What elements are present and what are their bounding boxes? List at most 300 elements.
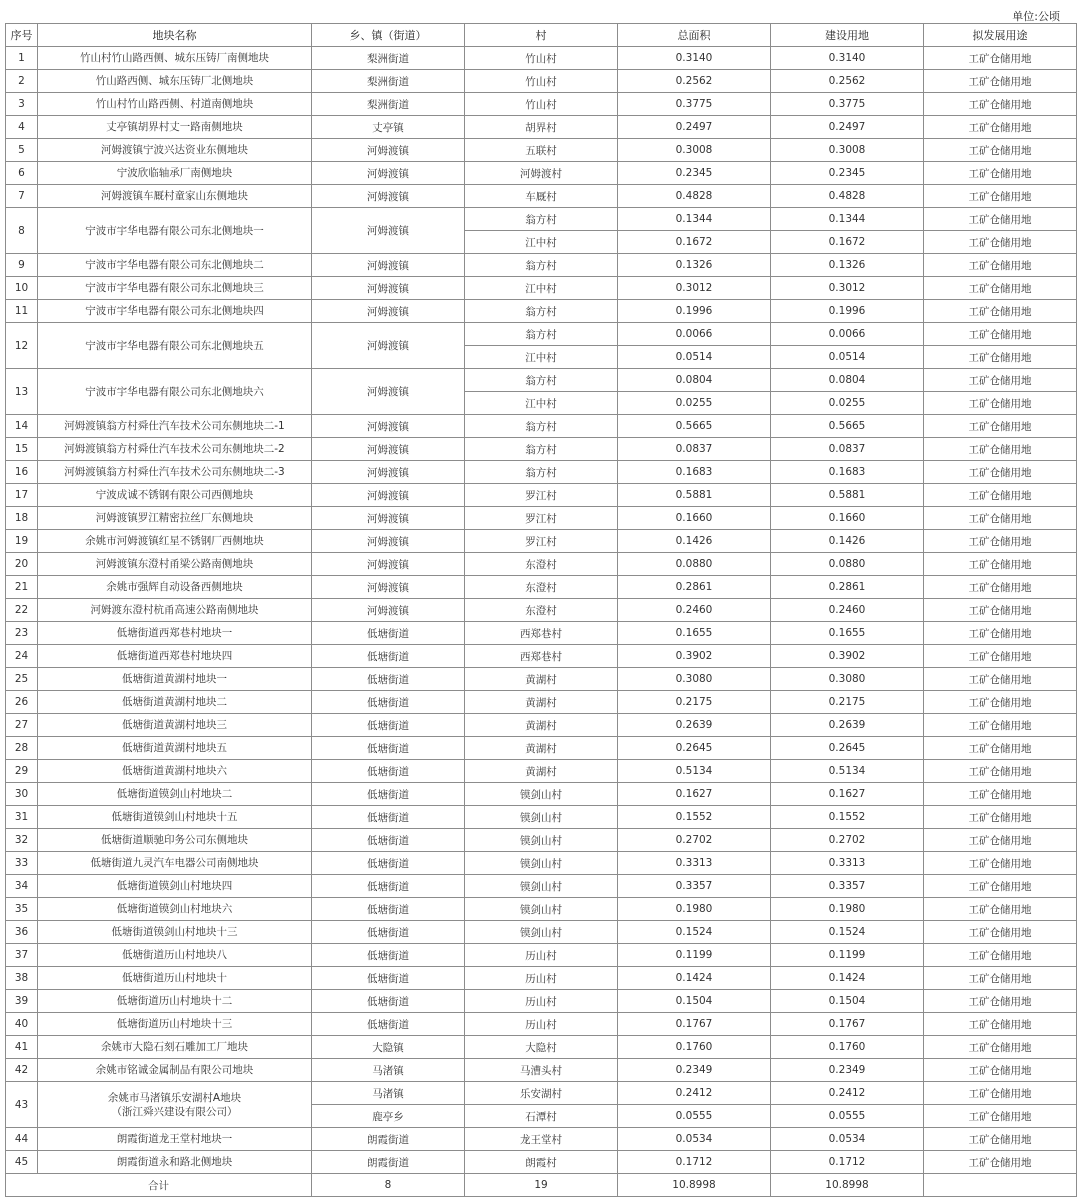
cell-use: 工矿仓储用地	[924, 369, 1077, 392]
table-row	[6, 139, 1077, 162]
cell-village: 镆剑山村	[465, 806, 618, 829]
table-row	[6, 944, 1077, 967]
cell-village: 黄湖村	[465, 691, 618, 714]
cell-total-area: 0.5665	[618, 415, 771, 438]
cell-build-land: 0.1426	[771, 530, 924, 553]
cell-village: 镆剑山村	[465, 829, 618, 852]
cell-use: 工矿仓储用地	[924, 392, 1077, 415]
cell-town: 河姆渡镇	[312, 254, 465, 277]
cell-village: 翁方村	[465, 415, 618, 438]
cell-town: 低塘街道	[312, 645, 465, 668]
cell-no: 23	[6, 622, 38, 645]
cell-use: 工矿仓储用地	[924, 691, 1077, 714]
cell-build-land: 0.1504	[771, 990, 924, 1013]
cell-use: 工矿仓储用地	[924, 139, 1077, 162]
cell-name: 低塘街道黄湖村地块一	[38, 668, 312, 691]
cell-build-land: 0.0534	[771, 1128, 924, 1151]
table-row	[6, 875, 1077, 898]
cell-use: 工矿仓储用地	[924, 944, 1077, 967]
cell-village: 马漕头村	[465, 1059, 618, 1082]
cell-town: 河姆渡镇	[312, 139, 465, 162]
cell-total-area: 0.1424	[618, 967, 771, 990]
cell-build-land: 0.3775	[771, 93, 924, 116]
cell-village: 西郑巷村	[465, 645, 618, 668]
cell-village: 镆剑山村	[465, 875, 618, 898]
cell-total-area: 0.1980	[618, 898, 771, 921]
cell-village: 乐安湖村	[465, 1082, 618, 1105]
cell-total-area: 0.2412	[618, 1082, 771, 1105]
header-name: 地块名称	[38, 24, 312, 47]
cell-total-area: 0.1712	[618, 1151, 771, 1174]
table-row	[6, 254, 1077, 277]
table-row	[6, 553, 1077, 576]
table-row	[6, 921, 1077, 944]
table-row	[6, 783, 1077, 806]
cell-build-land: 0.0804	[771, 369, 924, 392]
cell-total-area: 0.1326	[618, 254, 771, 277]
cell-build-land: 0.1199	[771, 944, 924, 967]
cell-name: 低塘街道历山村地块十二	[38, 990, 312, 1013]
cell-village: 镆剑山村	[465, 921, 618, 944]
cell-name: 余姚市马渚镇乐安湖村A地块 （浙江舜兴建设有限公司）	[38, 1082, 312, 1128]
cell-build-land: 0.0837	[771, 438, 924, 461]
cell-village: 罗江村	[465, 484, 618, 507]
cell-village: 车厩村	[465, 185, 618, 208]
header-town: 乡、镇（街道）	[312, 24, 465, 47]
cell-no: 22	[6, 599, 38, 622]
table-row	[6, 208, 1077, 231]
cell-town: 低塘街道	[312, 852, 465, 875]
cell-no: 3	[6, 93, 38, 116]
cell-village: 历山村	[465, 967, 618, 990]
table-row	[6, 829, 1077, 852]
cell-no: 28	[6, 737, 38, 760]
cell-name: 低塘街道黄湖村地块二	[38, 691, 312, 714]
cell-name: 河姆渡镇翁方村舜仕汽车技术公司东侧地块二-1	[38, 415, 312, 438]
cell-no: 33	[6, 852, 38, 875]
total-towns: 8	[312, 1174, 465, 1197]
cell-town: 梨洲街道	[312, 47, 465, 70]
cell-no: 41	[6, 1036, 38, 1059]
cell-name: 低塘街道黄湖村地块六	[38, 760, 312, 783]
cell-use: 工矿仓储用地	[924, 737, 1077, 760]
table-row	[6, 1128, 1077, 1151]
cell-total-area: 0.5881	[618, 484, 771, 507]
cell-village: 翁方村	[465, 461, 618, 484]
cell-no: 38	[6, 967, 38, 990]
cell-name: 余姚市大隐石刻石雕加工厂地块	[38, 1036, 312, 1059]
cell-total-area: 0.0880	[618, 553, 771, 576]
total-area: 10.8998	[618, 1174, 771, 1197]
cell-use: 工矿仓储用地	[924, 1013, 1077, 1036]
cell-use: 工矿仓储用地	[924, 760, 1077, 783]
cell-build-land: 0.1627	[771, 783, 924, 806]
cell-town: 河姆渡镇	[312, 162, 465, 185]
cell-village: 翁方村	[465, 300, 618, 323]
cell-total-area: 0.1655	[618, 622, 771, 645]
total-build: 10.8998	[771, 1174, 924, 1197]
cell-name: 河姆渡镇车厩村童家山东侧地块	[38, 185, 312, 208]
cell-name: 余姚市河姆渡镇红星不锈钢厂西侧地块	[38, 530, 312, 553]
cell-no: 1	[6, 47, 38, 70]
cell-name: 宁波成诚不锈钢有限公司西侧地块	[38, 484, 312, 507]
cell-use: 工矿仓储用地	[924, 576, 1077, 599]
cell-name: 朗霞街道永和路北侧地块	[38, 1151, 312, 1174]
cell-town: 低塘街道	[312, 829, 465, 852]
cell-name: 低塘街道顺驰印务公司东侧地块	[38, 829, 312, 852]
cell-use: 工矿仓储用地	[924, 806, 1077, 829]
cell-town: 低塘街道	[312, 691, 465, 714]
cell-total-area: 0.3775	[618, 93, 771, 116]
cell-use: 工矿仓储用地	[924, 346, 1077, 369]
cell-total-area: 0.2562	[618, 70, 771, 93]
cell-village: 黄湖村	[465, 668, 618, 691]
cell-build-land: 0.0066	[771, 323, 924, 346]
cell-no: 30	[6, 783, 38, 806]
cell-town: 低塘街道	[312, 760, 465, 783]
cell-town: 河姆渡镇	[312, 438, 465, 461]
cell-use: 工矿仓储用地	[924, 990, 1077, 1013]
cell-no: 16	[6, 461, 38, 484]
cell-name: 低塘街道黄湖村地块三	[38, 714, 312, 737]
cell-total-area: 0.3080	[618, 668, 771, 691]
table-row	[6, 760, 1077, 783]
table-row	[6, 691, 1077, 714]
cell-town: 河姆渡镇	[312, 553, 465, 576]
header-total-area: 总面积	[618, 24, 771, 47]
cell-no: 20	[6, 553, 38, 576]
cell-village: 黄湖村	[465, 760, 618, 783]
cell-use: 工矿仓储用地	[924, 1082, 1077, 1105]
cell-no: 45	[6, 1151, 38, 1174]
cell-village: 翁方村	[465, 323, 618, 346]
cell-village: 黄湖村	[465, 714, 618, 737]
cell-use: 工矿仓储用地	[924, 783, 1077, 806]
cell-build-land: 0.1552	[771, 806, 924, 829]
cell-use: 工矿仓储用地	[924, 300, 1077, 323]
cell-name: 低塘街道历山村地块八	[38, 944, 312, 967]
cell-use: 工矿仓储用地	[924, 1151, 1077, 1174]
table-row	[6, 806, 1077, 829]
table-row	[6, 645, 1077, 668]
cell-total-area: 0.2460	[618, 599, 771, 622]
cell-name: 朗霞街道龙王堂村地块一	[38, 1128, 312, 1151]
cell-build-land: 0.5134	[771, 760, 924, 783]
unit-label: 单位:公顷	[1012, 10, 1060, 23]
cell-no: 7	[6, 185, 38, 208]
cell-total-area: 0.0514	[618, 346, 771, 369]
cell-build-land: 0.2345	[771, 162, 924, 185]
cell-no: 14	[6, 415, 38, 438]
cell-no: 27	[6, 714, 38, 737]
cell-village: 西郑巷村	[465, 622, 618, 645]
cell-village: 东澄村	[465, 599, 618, 622]
cell-no: 35	[6, 898, 38, 921]
cell-build-land: 0.2639	[771, 714, 924, 737]
cell-total-area: 0.0255	[618, 392, 771, 415]
cell-build-land: 0.1683	[771, 461, 924, 484]
cell-town: 河姆渡镇	[312, 461, 465, 484]
cell-build-land: 0.4828	[771, 185, 924, 208]
cell-village: 镆剑山村	[465, 852, 618, 875]
cell-village: 竹山村	[465, 93, 618, 116]
table-row	[6, 484, 1077, 507]
cell-use: 工矿仓储用地	[924, 599, 1077, 622]
cell-town: 低塘街道	[312, 668, 465, 691]
total-label: 合计	[6, 1174, 312, 1197]
cell-no: 13	[6, 369, 38, 415]
cell-no: 8	[6, 208, 38, 254]
cell-town: 低塘街道	[312, 875, 465, 898]
cell-no: 19	[6, 530, 38, 553]
cell-village: 石潭村	[465, 1105, 618, 1128]
cell-no: 42	[6, 1059, 38, 1082]
cell-no: 39	[6, 990, 38, 1013]
cell-build-land: 0.1344	[771, 208, 924, 231]
cell-total-area: 0.3140	[618, 47, 771, 70]
cell-name: 竹山村竹山路西侧、村道南侧地块	[38, 93, 312, 116]
cell-build-land: 0.1760	[771, 1036, 924, 1059]
cell-use: 工矿仓储用地	[924, 1059, 1077, 1082]
cell-village: 江中村	[465, 392, 618, 415]
cell-use: 工矿仓储用地	[924, 93, 1077, 116]
cell-use: 工矿仓储用地	[924, 47, 1077, 70]
cell-village: 翁方村	[465, 438, 618, 461]
table-row	[6, 438, 1077, 461]
cell-name: 低塘街道镆剑山村地块十三	[38, 921, 312, 944]
cell-town: 低塘街道	[312, 783, 465, 806]
cell-name: 低塘街道西郑巷村地块一	[38, 622, 312, 645]
cell-village: 龙王堂村	[465, 1128, 618, 1151]
cell-build-land: 0.1672	[771, 231, 924, 254]
cell-name: 余姚市强辉自动设备西侧地块	[38, 576, 312, 599]
cell-name: 宁波市宇华电器有限公司东北侧地块五	[38, 323, 312, 369]
cell-total-area: 0.1524	[618, 921, 771, 944]
cell-total-area: 0.3313	[618, 852, 771, 875]
header-use: 拟发展用途	[924, 24, 1077, 47]
cell-use: 工矿仓储用地	[924, 829, 1077, 852]
cell-total-area: 0.2639	[618, 714, 771, 737]
cell-build-land: 0.3357	[771, 875, 924, 898]
cell-total-area: 0.0555	[618, 1105, 771, 1128]
cell-use: 工矿仓储用地	[924, 1036, 1077, 1059]
cell-total-area: 0.0066	[618, 323, 771, 346]
header-row	[6, 24, 1077, 47]
cell-build-land: 0.2175	[771, 691, 924, 714]
cell-use: 工矿仓储用地	[924, 622, 1077, 645]
cell-no: 12	[6, 323, 38, 369]
cell-total-area: 0.1760	[618, 1036, 771, 1059]
cell-use: 工矿仓储用地	[924, 70, 1077, 93]
cell-build-land: 0.2412	[771, 1082, 924, 1105]
table-row	[6, 277, 1077, 300]
cell-use: 工矿仓储用地	[924, 530, 1077, 553]
cell-village: 罗江村	[465, 530, 618, 553]
cell-town: 河姆渡镇	[312, 507, 465, 530]
cell-no: 9	[6, 254, 38, 277]
cell-build-land: 0.1767	[771, 1013, 924, 1036]
cell-village: 江中村	[465, 277, 618, 300]
cell-total-area: 0.1767	[618, 1013, 771, 1036]
cell-build-land: 0.1996	[771, 300, 924, 323]
cell-no: 2	[6, 70, 38, 93]
table-row	[6, 898, 1077, 921]
cell-use: 工矿仓储用地	[924, 116, 1077, 139]
cell-name: 宁波市宇华电器有限公司东北侧地块一	[38, 208, 312, 254]
cell-town: 朗霞街道	[312, 1151, 465, 1174]
cell-village: 胡界村	[465, 116, 618, 139]
table-row	[6, 300, 1077, 323]
cell-use: 工矿仓储用地	[924, 1128, 1077, 1151]
cell-no: 40	[6, 1013, 38, 1036]
cell-town: 低塘街道	[312, 1013, 465, 1036]
cell-town: 低塘街道	[312, 898, 465, 921]
cell-total-area: 0.2645	[618, 737, 771, 760]
cell-no: 36	[6, 921, 38, 944]
cell-no: 32	[6, 829, 38, 852]
cell-total-area: 0.1683	[618, 461, 771, 484]
table-body	[6, 47, 1077, 1174]
cell-use: 工矿仓储用地	[924, 645, 1077, 668]
cell-total-area: 0.1199	[618, 944, 771, 967]
cell-village: 镆剑山村	[465, 783, 618, 806]
cell-build-land: 0.3012	[771, 277, 924, 300]
land-parcel-table	[5, 23, 1077, 1197]
cell-total-area: 0.1672	[618, 231, 771, 254]
cell-build-land: 0.1660	[771, 507, 924, 530]
cell-use: 工矿仓储用地	[924, 185, 1077, 208]
cell-no: 25	[6, 668, 38, 691]
cell-total-area: 0.0804	[618, 369, 771, 392]
cell-build-land: 0.2702	[771, 829, 924, 852]
cell-build-land: 0.0514	[771, 346, 924, 369]
cell-town: 河姆渡镇	[312, 300, 465, 323]
table-row	[6, 116, 1077, 139]
cell-build-land: 0.3008	[771, 139, 924, 162]
cell-town: 大隐镇	[312, 1036, 465, 1059]
cell-use: 工矿仓储用地	[924, 323, 1077, 346]
table-row	[6, 1036, 1077, 1059]
cell-name: 河姆渡镇东澄村甬梁公路南侧地块	[38, 553, 312, 576]
cell-no: 4	[6, 116, 38, 139]
cell-no: 11	[6, 300, 38, 323]
cell-total-area: 0.0534	[618, 1128, 771, 1151]
cell-name: 竹山路西侧、城东压铸厂北侧地块	[38, 70, 312, 93]
cell-total-area: 0.0837	[618, 438, 771, 461]
cell-village: 江中村	[465, 346, 618, 369]
cell-use: 工矿仓储用地	[924, 553, 1077, 576]
table-row	[6, 1059, 1077, 1082]
cell-no: 34	[6, 875, 38, 898]
cell-build-land: 0.5665	[771, 415, 924, 438]
cell-town: 河姆渡镇	[312, 599, 465, 622]
table-row	[6, 1151, 1077, 1174]
cell-build-land: 0.1524	[771, 921, 924, 944]
cell-use: 工矿仓储用地	[924, 415, 1077, 438]
cell-no: 17	[6, 484, 38, 507]
cell-total-area: 0.2497	[618, 116, 771, 139]
table-row	[6, 507, 1077, 530]
cell-build-land: 0.1712	[771, 1151, 924, 1174]
cell-total-area: 0.1344	[618, 208, 771, 231]
cell-use: 工矿仓储用地	[924, 507, 1077, 530]
cell-town: 梨洲街道	[312, 93, 465, 116]
cell-use: 工矿仓储用地	[924, 277, 1077, 300]
cell-town: 河姆渡镇	[312, 369, 465, 415]
cell-name: 宁波欣临轴承厂南侧地块	[38, 162, 312, 185]
cell-no: 37	[6, 944, 38, 967]
cell-town: 马渚镇	[312, 1059, 465, 1082]
table-row	[6, 530, 1077, 553]
cell-use: 工矿仓储用地	[924, 208, 1077, 231]
cell-no: 5	[6, 139, 38, 162]
cell-town: 低塘街道	[312, 944, 465, 967]
cell-build-land: 0.1424	[771, 967, 924, 990]
cell-town: 河姆渡镇	[312, 323, 465, 369]
cell-village: 五联村	[465, 139, 618, 162]
cell-town: 河姆渡镇	[312, 208, 465, 254]
cell-village: 黄湖村	[465, 737, 618, 760]
header-no: 序号	[6, 24, 38, 47]
cell-total-area: 0.1504	[618, 990, 771, 1013]
cell-total-area: 0.4828	[618, 185, 771, 208]
cell-village: 翁方村	[465, 369, 618, 392]
cell-build-land: 0.3140	[771, 47, 924, 70]
cell-village: 东澄村	[465, 576, 618, 599]
cell-use: 工矿仓储用地	[924, 254, 1077, 277]
table-row	[6, 737, 1077, 760]
table-row	[6, 714, 1077, 737]
table-row	[6, 1013, 1077, 1036]
cell-town: 低塘街道	[312, 714, 465, 737]
cell-name: 低塘街道镆剑山村地块二	[38, 783, 312, 806]
cell-name: 低塘街道历山村地块十三	[38, 1013, 312, 1036]
cell-village: 历山村	[465, 1013, 618, 1036]
cell-name: 低塘街道镆剑山村地块十五	[38, 806, 312, 829]
cell-village: 罗江村	[465, 507, 618, 530]
cell-use: 工矿仓储用地	[924, 438, 1077, 461]
cell-town: 低塘街道	[312, 990, 465, 1013]
table-row	[6, 990, 1077, 1013]
table-row	[6, 576, 1077, 599]
table-row	[6, 323, 1077, 346]
cell-total-area: 0.3357	[618, 875, 771, 898]
table-row	[6, 369, 1077, 392]
cell-total-area: 0.2702	[618, 829, 771, 852]
cell-total-area: 0.1552	[618, 806, 771, 829]
cell-name: 河姆渡镇罗江精密拉丝厂东侧地块	[38, 507, 312, 530]
cell-use: 工矿仓储用地	[924, 875, 1077, 898]
table-row	[6, 185, 1077, 208]
cell-town: 低塘街道	[312, 622, 465, 645]
table-row	[6, 70, 1077, 93]
cell-build-land: 0.5881	[771, 484, 924, 507]
cell-build-land: 0.0880	[771, 553, 924, 576]
cell-name: 河姆渡镇宁波兴达资业东侧地块	[38, 139, 312, 162]
cell-use: 工矿仓储用地	[924, 668, 1077, 691]
cell-village: 翁方村	[465, 208, 618, 231]
cell-no: 10	[6, 277, 38, 300]
cell-use: 工矿仓储用地	[924, 231, 1077, 254]
cell-use: 工矿仓储用地	[924, 162, 1077, 185]
total-use	[924, 1174, 1077, 1197]
cell-name: 宁波市宇华电器有限公司东北侧地块四	[38, 300, 312, 323]
cell-name: 河姆渡镇翁方村舜仕汽车技术公司东侧地块二-3	[38, 461, 312, 484]
cell-village: 朗霞村	[465, 1151, 618, 1174]
cell-build-land: 0.3313	[771, 852, 924, 875]
cell-build-land: 0.2349	[771, 1059, 924, 1082]
cell-build-land: 0.2562	[771, 70, 924, 93]
